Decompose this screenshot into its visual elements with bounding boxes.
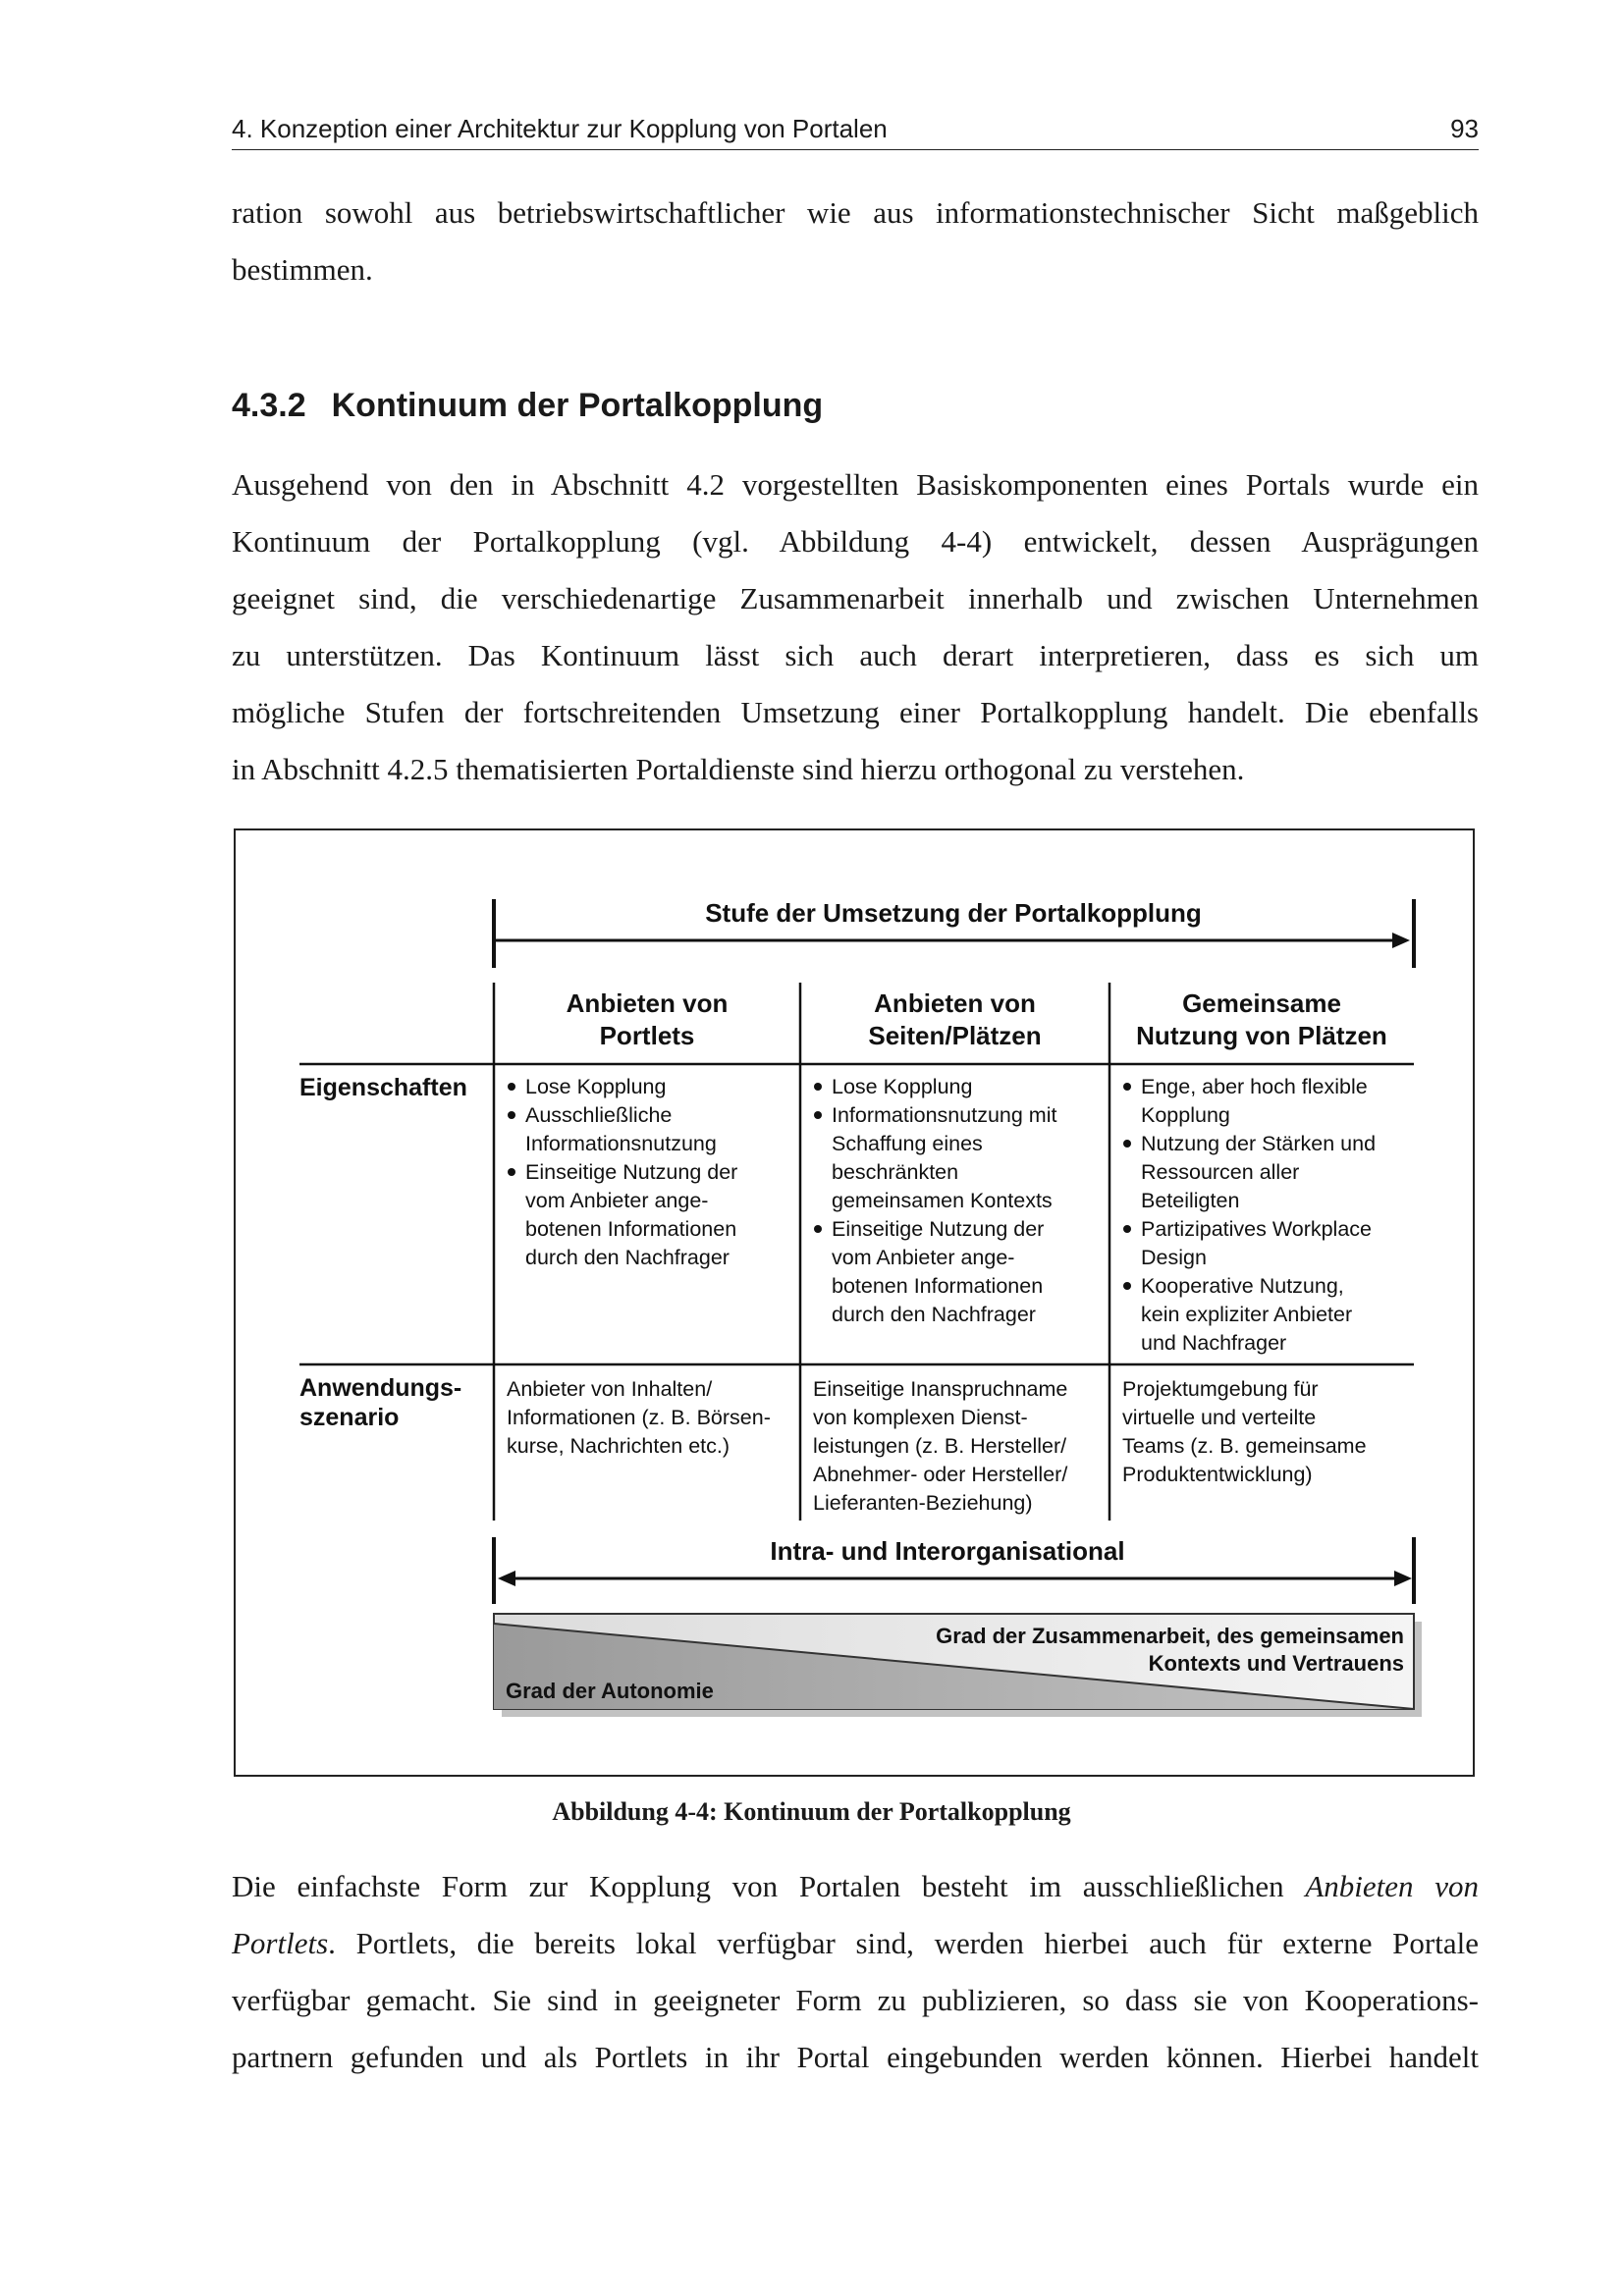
property-text: kein expliziter Anbieter (1141, 1303, 1353, 1326)
bullet-icon (814, 1111, 822, 1119)
property-text: Einseitige Nutzung der (525, 1160, 738, 1184)
text-line: verfügbar gemacht. Sie sind in geeigneter Form zu publizieren, so dass sie von Kooperations- (232, 1983, 1479, 2017)
top-axis-label: Stufe der Umsetzung der Portalkopplung (705, 898, 1202, 928)
text-line: Kontinuum der Portalkopplung (vgl. Abbildung 4-4) entwickelt, dessen Ausprägungen (232, 524, 1479, 559)
wedge-autonomy-label: Grad der Autonomie (506, 1679, 714, 1703)
scenario-text: von komplexen Dienst- (813, 1406, 1028, 1429)
text-line: mögliche Stufen der fortschreitenden Umsetzung einer Portalkopplung handelt. Die ebenfalls (232, 695, 1479, 729)
scenario-text: leistungen (z. B. Hersteller/ (813, 1434, 1067, 1458)
scenario-text: Produktentwicklung) (1122, 1463, 1313, 1486)
column-header-line: Nutzung von Plätzen (1136, 1021, 1387, 1050)
scenario-text: kurse, Nachrichten etc.) (507, 1434, 730, 1458)
bullet-icon (814, 1083, 822, 1091)
property-text: Einseitige Nutzung der (832, 1217, 1045, 1241)
running-header (232, 110, 1479, 150)
text-line (232, 1915, 1479, 1972)
scenario-text: Lieferanten-Beziehung) (813, 1491, 1033, 1515)
property-text: beschränkten (832, 1160, 959, 1184)
text-line: bestimmen. (232, 252, 373, 287)
wedge-cooperation-label-line1: Grad der Zusammenarbeit, des gemeinsamen (936, 1624, 1404, 1648)
scenario-text: Projektumgebung für (1122, 1377, 1319, 1401)
text-line: zu unterstützen. Das Kontinuum lässt sich auch derart interpretieren, dass es sich um (232, 638, 1479, 672)
text-line: in Abschnitt 4.2.5 thematisierten Portaldienste sind hierzu orthogonal zu verstehen. (232, 752, 1245, 786)
column-header-line: Seiten/Plätzen (868, 1021, 1042, 1050)
property-text: botenen Informationen (525, 1217, 737, 1241)
scenario-text: Teams (z. B. gemeinsame (1122, 1434, 1367, 1458)
section-heading (232, 387, 823, 425)
property-text: Nutzung der Stärken und (1141, 1132, 1377, 1155)
row-label-eigenschaften: Eigenschaften (299, 1074, 467, 1101)
property-text: Kopplung (1141, 1103, 1230, 1127)
emphasis-text: Portlets (232, 1926, 329, 1960)
bullet-icon (508, 1111, 515, 1119)
property-text: Partizipatives Workplace (1141, 1217, 1372, 1241)
property-text: vom Anbieter ange- (832, 1246, 1015, 1269)
property-text: Ausschließliche (525, 1103, 673, 1127)
property-text: Informationsnutzung (525, 1132, 717, 1155)
property-text: Ressourcen aller (1141, 1160, 1300, 1184)
section-paragraph (232, 456, 1479, 798)
row-label-szenario-line1: Anwendungs- (299, 1374, 462, 1402)
property-text: durch den Nachfrager (525, 1246, 730, 1269)
property-text: Lose Kopplung (525, 1075, 667, 1098)
top-axis-arrowhead (1392, 933, 1410, 948)
property-text: Beteiligten (1141, 1189, 1240, 1212)
bullet-icon (508, 1083, 515, 1091)
property-text: Enge, aber hoch flexible (1141, 1075, 1368, 1098)
column-header-line: Gemeinsame (1182, 988, 1341, 1018)
figure-diagram (236, 830, 1477, 1779)
bottom-axis-label: Intra- und Interorganisational (770, 1536, 1125, 1566)
emphasis-text: Anbieten von (1305, 1869, 1479, 1903)
property-text: Informationsnutzung mit (832, 1103, 1057, 1127)
property-text: Lose Kopplung (832, 1075, 973, 1098)
scenario-text: virtuelle und verteilte (1122, 1406, 1317, 1429)
bullet-icon (1123, 1083, 1131, 1091)
section-number: 4.3.2 (232, 387, 306, 424)
bullet-icon (1123, 1140, 1131, 1148)
bottom-axis-arrowhead-right (1394, 1571, 1412, 1586)
figure-caption: Abbildung 4-4: Kontinuum der Portalkopplung (552, 1797, 1071, 1826)
scenario-text: Einseitige Inanspruchname (813, 1377, 1068, 1401)
text-span: Die einfachste Form zur Kopplung von Portalen besteht im ausschließlichen (232, 1869, 1284, 1903)
column-header-line: Anbieten von (566, 988, 729, 1018)
figure-cells (507, 988, 1387, 1515)
scenario-text: Anbieter von Inhalten/ (507, 1377, 713, 1401)
figure-kontinuum (234, 828, 1475, 1777)
property-text: durch den Nachfrager (832, 1303, 1036, 1326)
property-text: Design (1141, 1246, 1207, 1269)
text-line: geeignet sind, die verschiedenartige Zusammenarbeit innerhalb und zwischen Unternehmen (232, 581, 1479, 615)
wedge-cooperation-label-line2: Kontexts und Vertrauens (1148, 1651, 1404, 1676)
section-title: Kontinuum der Portalkopplung (331, 387, 824, 424)
column-header-line: Portlets (599, 1021, 695, 1050)
intro-paragraph (232, 185, 1479, 298)
text-line: Ausgehend von den in Abschnitt 4.2 vorgestellten Basiskomponenten eines Portals wurde ein (232, 467, 1479, 502)
property-text: vom Anbieter ange- (525, 1189, 709, 1212)
property-text: Kooperative Nutzung, (1141, 1274, 1344, 1298)
bullet-icon (508, 1168, 515, 1176)
bullet-icon (1123, 1225, 1131, 1233)
body-paragraph (232, 1858, 1479, 2086)
scenario-text: Informationen (z. B. Börsen- (507, 1406, 771, 1429)
running-title: 4. Konzeption einer Architektur zur Kopplung von Portalen (232, 114, 888, 143)
property-text: Schaffung eines (832, 1132, 983, 1155)
text-line: ration sowohl aus betriebswirtschaftlicher wie aus informationstechnischer Sicht maßgeblich (232, 195, 1479, 230)
text-line: partnern gefunden und als Portlets in ihr Portal eingebunden werden können. Hierbei handelt (232, 2040, 1479, 2074)
column-header-line: Anbieten von (874, 988, 1036, 1018)
text-line (232, 1858, 1479, 1915)
text-span: . Portlets, die bereits lokal verfügbar sind, werden hierbei auch für externe Portale (328, 1926, 1479, 1960)
bottom-axis-arrowhead-left (498, 1571, 515, 1586)
page-number: 93 (1450, 114, 1479, 143)
property-text: und Nachfrager (1141, 1331, 1287, 1355)
property-text: gemeinsamen Kontexts (832, 1189, 1053, 1212)
bullet-icon (814, 1225, 822, 1233)
bullet-icon (1123, 1282, 1131, 1290)
scenario-text: Abnehmer- oder Hersteller/ (813, 1463, 1068, 1486)
row-label-szenario-line2: szenario (299, 1404, 400, 1431)
property-text: botenen Informationen (832, 1274, 1044, 1298)
